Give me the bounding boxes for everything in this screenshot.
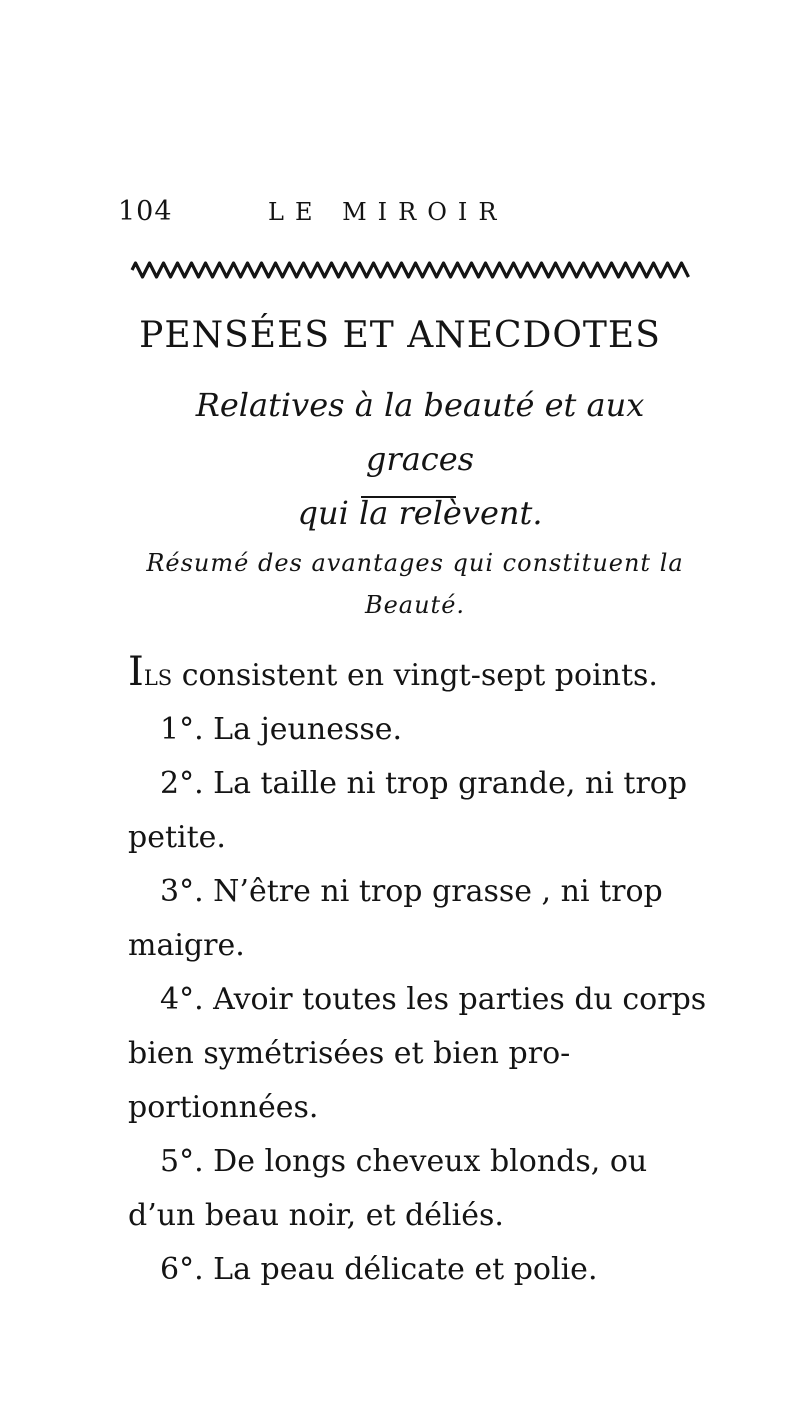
subtitle-line-2: qui la relèvent. [297, 494, 543, 532]
section-title: PENSÉES ET ANECDOTES [139, 315, 661, 356]
list-item: 3°. N’être ni trop grasse , ni trop maigre. [128, 874, 663, 963]
page-number: 104 [118, 196, 173, 227]
lead-rest: consistent en vingt-sept points. [172, 658, 658, 693]
section-subtitle [140, 378, 700, 540]
summary-line-1: Résumé des avantages qui constituent la [146, 549, 684, 577]
list-item: 4°. Avoir toutes les parties du corps bien symétrisées et bien pro-portionnées. [128, 982, 707, 1125]
title-rule [361, 496, 456, 498]
lead-initial: I [128, 649, 144, 695]
lead-paragraph [128, 645, 708, 703]
list-item: 1°. La jeunesse. [160, 712, 403, 747]
summary-heading [120, 542, 710, 626]
subtitle-line-1: Relatives à la beauté et aux graces [195, 386, 645, 478]
list-item: 6°. La peau délicate et polie. [160, 1252, 598, 1287]
running-title: LE MIROIR [268, 198, 508, 226]
running-head [118, 196, 718, 236]
summary-line-2: Beauté. [364, 591, 466, 619]
list-item: 5°. De longs cheveux blonds, ou d’un beau noir, et déliés. [128, 1144, 648, 1233]
body-text [128, 645, 708, 1297]
lead-smallcaps: ls [143, 658, 173, 693]
wavy-ornament-divider [130, 258, 690, 282]
list-item: 2°. La taille ni trop grande, ni trop petite. [128, 766, 688, 855]
